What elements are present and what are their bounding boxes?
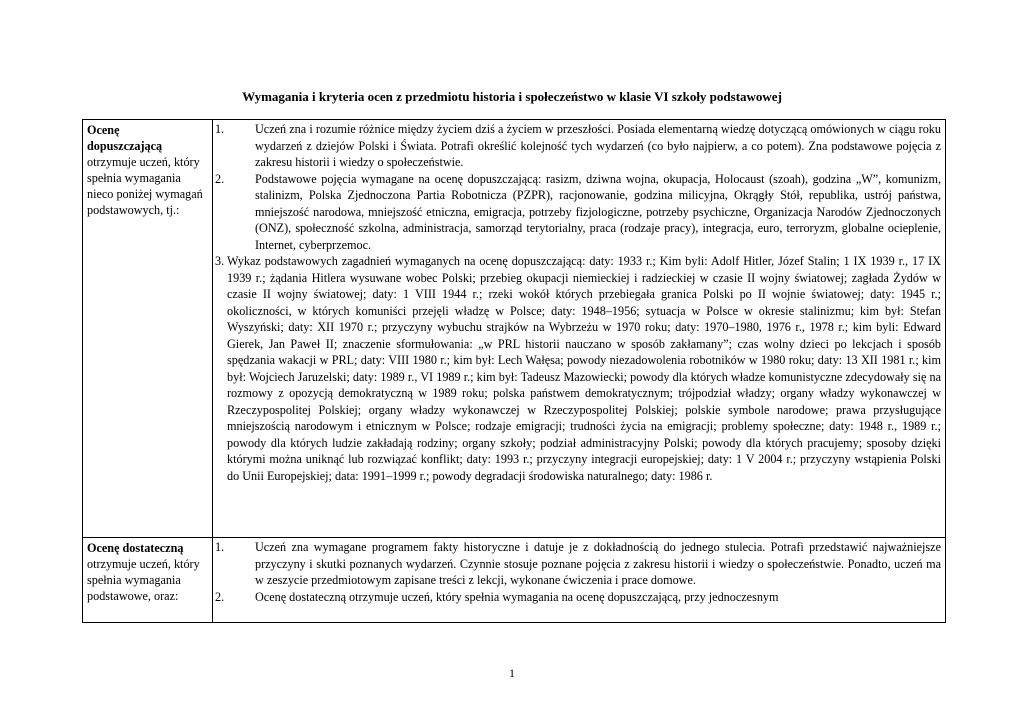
grade-cell [83,120,213,537]
list-item [215,253,941,484]
grade-name-cont: dopuszczającą [87,139,163,153]
item-number: 3. [215,254,225,268]
list-item [215,589,941,606]
table-row-dopuszczajaca [83,120,945,538]
list-item [215,121,941,171]
grade-name: Ocenę dostateczną [87,541,184,555]
requirements-cell [213,538,945,622]
list-item [215,171,941,254]
item-text: Uczeń zna i rozumie różnice między życiem dziś a życiem w przeszłości. Posiada elementarną wiedzę dotyczącą omówionych w ciągu roku wydarzeń z dziejów Polski i Świata. Potrafi określić kolejność tych wydarzeń (co było najpierw, a co potem). Zna podstawowe pojęcia z zakresu historii i wiedzy o społeczeństwie. [255,122,941,169]
item-number: 2. [215,171,225,186]
table-row-dostateczna [83,538,945,622]
item-number: 2. [215,589,225,604]
requirements-table [82,119,946,623]
grade-name: Ocenę [87,123,120,137]
item-number: 1. [215,540,225,554]
grade-description: otrzymuje uczeń, który spełnia wymagania nieco poniżej wymagań podstawowych, tj.: [87,155,203,217]
list-item [215,539,941,589]
item-text: Wykaz podstawowych zagadnień wymaganych na ocenę dopuszczającą: daty: 1933 r.; Kim byli: Adolf Hitler, Józef Stalin; 1 IX 1939 r., 17 IX 1939 r.; żądania Hitlera wysuwane wobec Polski; przebieg okupacji niemieckiej i radzieckiej w czasie II wojny światowej; zagłada Żydów w czasie II wojny światowej; daty: 1 VIII 1944 r.; rzeki wokół których przebiegała granica Polski po II wojnie światowej; daty: 1945 r.; okoliczności, w których komuniści przejęli władzę w Polsce; daty: 1948–1956; sytuacja w Polsce w okresie stalinizmu; kim był: Stefan Wyszyński; daty: XII 1970 r.; przyczyny wybuchu strajków na Wybrzeżu w 1970 roku; daty: 1970–1980, 1976 r., 1978 r.; kim byli: Edward Gierek, Jan Paweł II; znaczenie sformułowania: „w PRL historii nauczano w sposób zakłamany”; czas wolny dzieci po lekcjach i sposób spędzania wakacji w PRL; daty: VIII 1980 r.; kim był: Lech Wałęsa; powody niezadowolenia robotników w 1980 roku; daty: 13 XII 1981 r.; kim był: Wojciech Jaruzelski; daty: 1989 r., VI 1989 r.; kim był: Tadeusz Mazowiecki; powody dla których władze komunistyczne zdecydowały się na rozmowy z opozycją demokratyczną w 1989 roku; polska państwem demokratycznym; trójpodział władzy; organy władzy wykonawczej w Rzeczypospolitej Polskiej; organy władzy wykonawczej w Rzeczypospolitej Polskiej; polskie symbole narodowe; prawa przysługujące mniejszością narodowym i etnicznym w Polsce; rodzaje emigracji; trudności życia na emigracji; problemy społeczne; daty: 1948 r., 1989 r.; powody dla których ludzie zakładają rodziny; organy szkoły; podział administracyjny Polski; powody dla których pracujemy; sposoby dzięki którymi można uniknąć lub rozwiązać konflikt; daty: 1993 r.; przyczyny integracji europejskiej; daty: 1 V 2004 r.; przyczyny wstąpienia Polski do Unii Europejskiej; data: 1991–1999 r.; powody degradacji środowiska naturalnego; daty: 1986 r. [227,254,941,483]
grade-description: otrzymuje uczeń, który spełnia wymagania podstawowe, oraz: [87,557,200,603]
item-text: Ocenę dostateczną otrzymuje uczeń, który spełnia wymagania na ocenę dopuszczającą, przy jednoczesnym [255,589,779,604]
page-number: 1 [509,666,515,680]
item-text: Podstawowe pojęcia wymagane na ocenę dopuszczającą: rasizm, dziwna wojna, okupacja, Holocaust (szoah), godzina „W”, komunizm, stalinizm, Polska Zjednoczona Partia Robotnicza (PZPR), racjonowanie, godzina milicyjna, Okrągły Stół, republika, ustrój państwa, mniejszość narodowa, mniejszość etniczna, emigracja, potrzeby fizjologiczne, potrzeby psychiczne, Organizacja Narodów Zjednoczonych (ONZ), społeczność szkolna, administracja, samorząd terytorialny, praca (rodzaje pracy), integracja, euro, terroryzm, globalne ocieplenie, Internet, cyberprzemoc. [255,171,941,252]
item-number: 1. [215,122,225,136]
grade-cell [83,538,213,622]
item-text: Uczeń zna wymagane programem fakty historyczne i datuje je z dokładnością do jednego stulecia. Potrafi przedstawić najważniejsze przyczyny i skutki poznanych wydarzeń. Czynnie stosuje poznane pojęcia z zakresu historii i wiedzy o społeczeństwie. Ponadto, uczeń ma w zeszycie przedmiotowym zapisane treści z lekcji, wykonane ćwiczenia i prace domowe. [255,540,941,587]
requirements-cell [213,120,945,537]
document-title: Wymagania i kryteria ocen z przedmiotu historia i społeczeństwo w klasie VI szkoły podstawowej [242,89,782,104]
